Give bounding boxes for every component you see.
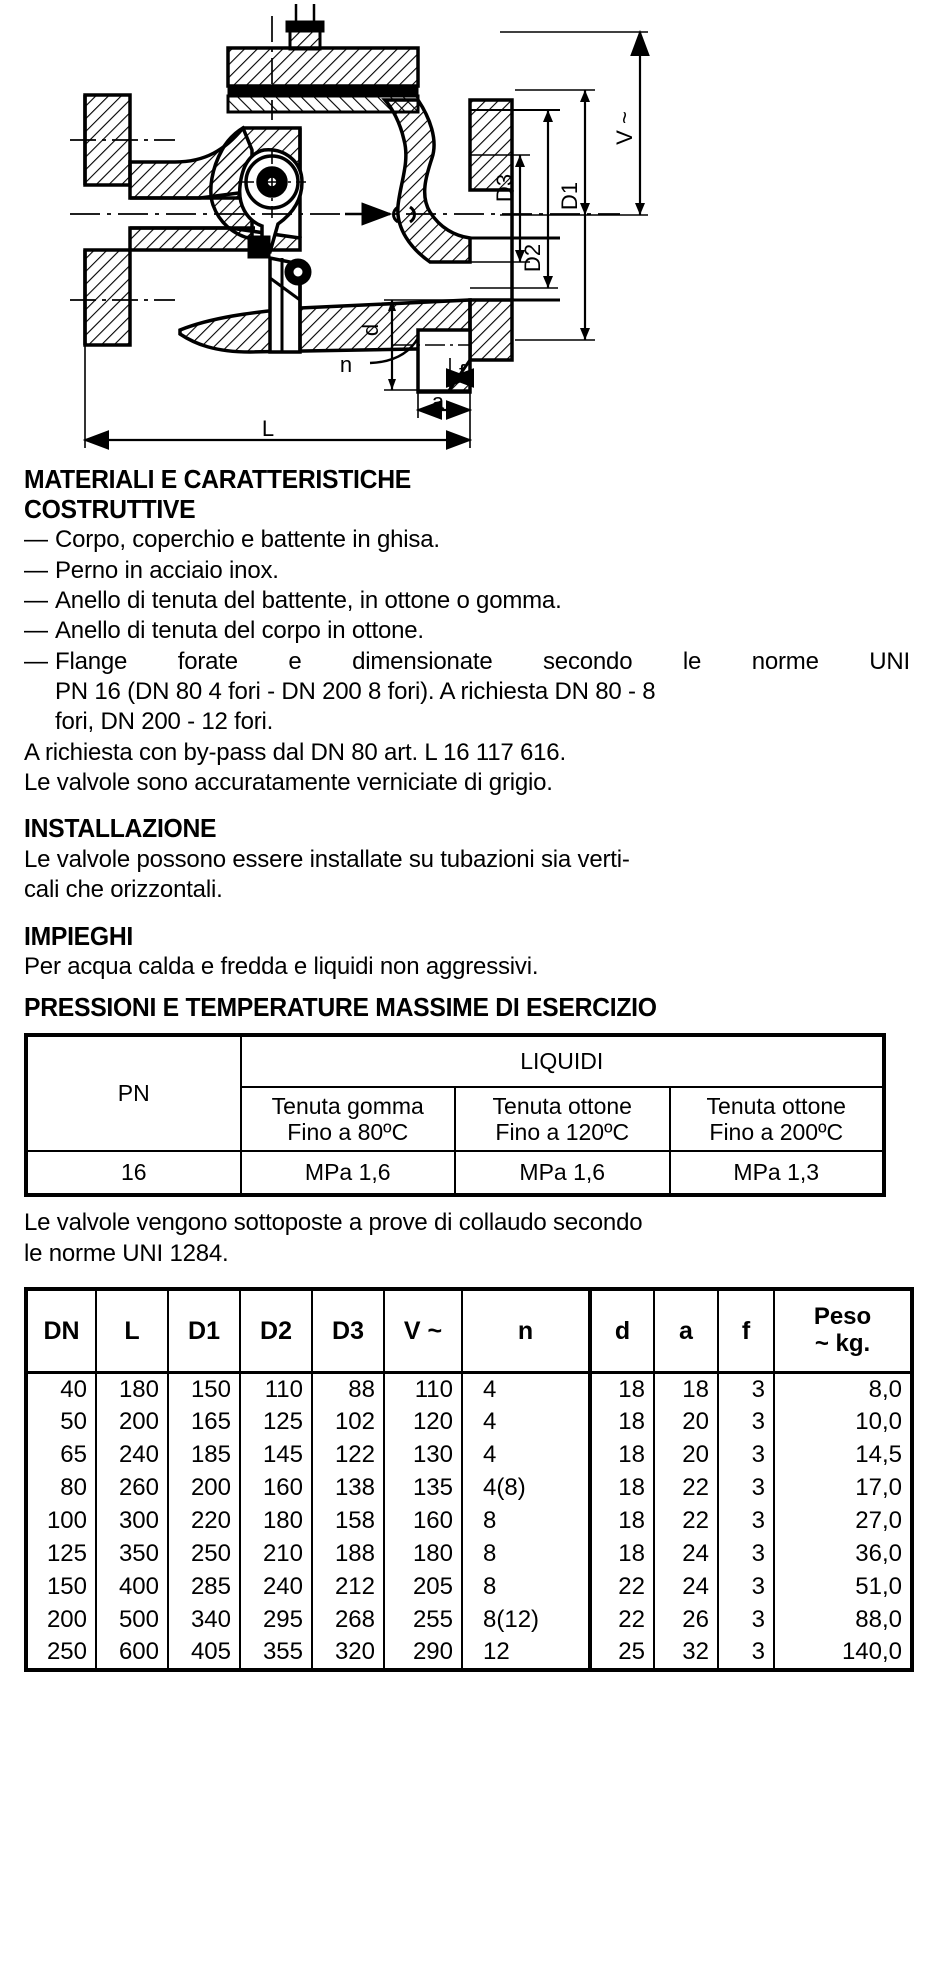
cell-d: 18: [590, 1373, 654, 1406]
cell-l: 180: [96, 1373, 168, 1406]
cell-d2: 125: [240, 1406, 312, 1439]
cell-d3: 138: [312, 1472, 384, 1505]
cell-peso: 88,0: [774, 1604, 912, 1637]
cell-n: 8: [462, 1571, 590, 1604]
cell-n: 4(8): [462, 1472, 590, 1505]
cell-f: 3: [718, 1406, 774, 1439]
column-header-ottone-120: Tenuta ottone Fino a 120ºC: [455, 1087, 670, 1151]
cell-dn: 250: [26, 1637, 96, 1670]
collaudo-line-1: Le valvole vengono sottoposte a prove di collaudo secondo: [24, 1209, 643, 1237]
dim-label-f: f: [458, 360, 466, 385]
materials-heading-line1: MATERIALI E CARATTERISTICHE: [24, 466, 411, 494]
bullet-dash-icon: —: [24, 617, 48, 645]
col-header-v: V ~: [384, 1289, 462, 1373]
cell-d1: 200: [168, 1472, 240, 1505]
cell-d2: 295: [240, 1604, 312, 1637]
col-header-dn: DN: [26, 1289, 96, 1373]
cell-d3: 268: [312, 1604, 384, 1637]
col-header-f: f: [718, 1289, 774, 1373]
cell-a: 32: [654, 1637, 718, 1670]
table-row: [26, 1637, 912, 1670]
col-header-n: n: [462, 1289, 590, 1373]
cell-v: 120: [384, 1406, 462, 1439]
list-item-label: Anello di tenuta del battente, in ottone o gomma.: [55, 586, 562, 614]
dim-label-a: a: [431, 389, 445, 414]
bullet-dash-icon: —: [24, 586, 48, 614]
valve-drawing-figure: [0, 0, 931, 462]
cell-f: 3: [718, 1373, 774, 1406]
liquidi-group-header: LIQUIDI: [241, 1035, 885, 1087]
list-item-label: Perno in acciaio inox.: [55, 556, 279, 584]
col-header-peso: Peso ~ kg.: [774, 1289, 912, 1373]
cell-d1: 285: [168, 1571, 240, 1604]
cell-v: 255: [384, 1604, 462, 1637]
cell-d: 25: [590, 1637, 654, 1670]
dim-label-d: d: [358, 323, 383, 337]
cell-a: 26: [654, 1604, 718, 1637]
dimension-table: [24, 1287, 914, 1672]
table-row: [26, 1373, 912, 1406]
dim-label-n: n: [339, 352, 353, 377]
pressure-value-gomma-80: MPa 1,6: [241, 1151, 456, 1195]
col-header-d: d: [590, 1289, 654, 1373]
cell-peso: 140,0: [774, 1637, 912, 1670]
cell-v: 290: [384, 1637, 462, 1670]
col-header-d3: D3: [312, 1289, 384, 1373]
materials-note-1: A richiesta con by-pass dal DN 80 art. L 16 117 616.: [24, 738, 566, 766]
cell-d1: 165: [168, 1406, 240, 1439]
cell-f: 3: [718, 1439, 774, 1472]
table-row: [26, 1035, 884, 1087]
cell-a: 24: [654, 1571, 718, 1604]
cell-d2: 355: [240, 1637, 312, 1670]
datasheet-content: [24, 466, 910, 1672]
list-item-label-line2: PN 16 (DN 80 4 fori - DN 200 8 fori). A richiesta DN 80 - 8: [55, 677, 656, 705]
table-row: [26, 1538, 912, 1571]
bullet-dash-icon: —: [24, 647, 48, 675]
cell-l: 300: [96, 1505, 168, 1538]
cell-d3: 212: [312, 1571, 384, 1604]
cell-d1: 340: [168, 1604, 240, 1637]
cell-f: 3: [718, 1571, 774, 1604]
cell-d: 22: [590, 1604, 654, 1637]
cell-dn: 80: [26, 1472, 96, 1505]
cell-f: 3: [718, 1538, 774, 1571]
installazione-line-1: Le valvole possono essere installate su tubazioni sia verti-: [24, 845, 630, 873]
bullet-dash-icon: —: [24, 526, 48, 554]
list-item: [24, 647, 910, 738]
cell-a: 18: [654, 1373, 718, 1406]
cell-d: 18: [590, 1505, 654, 1538]
dim-label-v: V ~: [612, 111, 637, 145]
pn-value: 16: [26, 1151, 241, 1195]
column-header-gomma-80: Tenuta gomma Fino a 80ºC: [241, 1087, 456, 1151]
cell-d3: 122: [312, 1439, 384, 1472]
bullet-dash-icon: —: [24, 556, 48, 584]
cell-peso: 51,0: [774, 1571, 912, 1604]
cell-d1: 405: [168, 1637, 240, 1670]
impieghi-line-1: Per acqua calda e fredda e liquidi non aggressivi.: [24, 953, 539, 981]
cell-dn: 150: [26, 1571, 96, 1604]
cell-peso: 8,0: [774, 1373, 912, 1406]
cell-dn: 40: [26, 1373, 96, 1406]
pressure-value-ottone-120: MPa 1,6: [455, 1151, 670, 1195]
cell-dn: 50: [26, 1406, 96, 1439]
cell-a: 24: [654, 1538, 718, 1571]
cell-a: 20: [654, 1406, 718, 1439]
cell-l: 260: [96, 1472, 168, 1505]
cell-d3: 88: [312, 1373, 384, 1406]
cell-f: 3: [718, 1637, 774, 1670]
col-header-a: a: [654, 1289, 718, 1373]
cell-peso: 14,5: [774, 1439, 912, 1472]
cell-n: 8: [462, 1538, 590, 1571]
cell-l: 500: [96, 1604, 168, 1637]
collaudo-line-2: le norme UNI 1284.: [24, 1239, 229, 1267]
cell-l: 350: [96, 1538, 168, 1571]
cell-d3: 320: [312, 1637, 384, 1670]
table-row: [26, 1472, 912, 1505]
materials-heading-line2: COSTRUTTIVE: [24, 495, 196, 524]
dim-label-d3: D3: [492, 173, 517, 203]
cell-d: 22: [590, 1571, 654, 1604]
table-row: [26, 1151, 884, 1195]
cell-n: 8(12): [462, 1604, 590, 1637]
cell-f: 3: [718, 1604, 774, 1637]
table-row: [26, 1406, 912, 1439]
list-item: [24, 616, 910, 646]
cell-v: 135: [384, 1472, 462, 1505]
pn-header-cell: PN: [26, 1035, 241, 1151]
cell-d2: 240: [240, 1571, 312, 1604]
table-row: [26, 1439, 912, 1472]
cell-peso: 27,0: [774, 1505, 912, 1538]
cell-d: 18: [590, 1406, 654, 1439]
column-header-ottone-200: Tenuta ottone Fino a 200ºC: [670, 1087, 885, 1151]
cell-peso: 36,0: [774, 1538, 912, 1571]
cell-peso: 10,0: [774, 1406, 912, 1439]
cell-dn: 100: [26, 1505, 96, 1538]
cell-d2: 180: [240, 1505, 312, 1538]
cell-d1: 250: [168, 1538, 240, 1571]
cell-d3: 188: [312, 1538, 384, 1571]
table-row: [26, 1604, 912, 1637]
cell-v: 160: [384, 1505, 462, 1538]
table-row: [26, 1505, 912, 1538]
list-item-label-line3: fori, DN 200 - 12 fori.: [55, 708, 274, 736]
cell-n: 12: [462, 1637, 590, 1670]
pressioni-heading: PRESSIONI E TEMPERATURE MASSIME DI ESERCIZIO: [24, 993, 657, 1022]
cell-l: 200: [96, 1406, 168, 1439]
cell-a: 22: [654, 1472, 718, 1505]
col-header-d1: D1: [168, 1289, 240, 1373]
list-item: [24, 556, 910, 586]
list-item: [24, 586, 910, 616]
dim-label-l: L: [261, 416, 275, 441]
materials-note-2: Le valvole sono accuratamente verniciate di grigio.: [24, 769, 553, 797]
cell-v: 205: [384, 1571, 462, 1604]
dimension-table-body: [26, 1373, 912, 1670]
cell-d1: 185: [168, 1439, 240, 1472]
list-item-label-line1: Flange forate e dimensionate secondo le norme UNI: [55, 647, 910, 675]
top-plug-detail: [287, 4, 323, 49]
cell-dn: 125: [26, 1538, 96, 1571]
cell-d2: 160: [240, 1472, 312, 1505]
list-item: [24, 525, 910, 555]
installazione-heading: INSTALLAZIONE: [24, 815, 217, 844]
table-header-row: [26, 1289, 912, 1373]
cell-n: 4: [462, 1373, 590, 1406]
cell-v: 110: [384, 1373, 462, 1406]
cell-v: 130: [384, 1439, 462, 1472]
cell-n: 4: [462, 1406, 590, 1439]
cell-a: 20: [654, 1439, 718, 1472]
list-item-label: Corpo, coperchio e battente in ghisa.: [55, 526, 440, 554]
pressure-value-ottone-200: MPa 1,3: [670, 1151, 885, 1195]
cell-dn: 200: [26, 1604, 96, 1637]
installazione-line-2: cali che orizzontali.: [24, 876, 223, 904]
cell-peso: 17,0: [774, 1472, 912, 1505]
impieghi-heading: IMPIEGHI: [24, 922, 134, 951]
valve-body-section: [70, 4, 620, 392]
cell-dn: 65: [26, 1439, 96, 1472]
cell-l: 240: [96, 1439, 168, 1472]
cell-f: 3: [718, 1505, 774, 1538]
cell-d2: 145: [240, 1439, 312, 1472]
list-item-label: Anello di tenuta del corpo in ottone.: [55, 617, 424, 645]
cell-d3: 102: [312, 1406, 384, 1439]
cell-d2: 210: [240, 1538, 312, 1571]
dim-label-d1: D1: [557, 181, 582, 211]
col-header-l: L: [96, 1289, 168, 1373]
cell-f: 3: [718, 1472, 774, 1505]
col-header-d2: D2: [240, 1289, 312, 1373]
pressure-temperature-table: [24, 1033, 886, 1197]
cell-n: 8: [462, 1505, 590, 1538]
cell-l: 600: [96, 1637, 168, 1670]
cell-d: 18: [590, 1439, 654, 1472]
dim-label-d2: D2: [520, 243, 545, 273]
cell-d1: 220: [168, 1505, 240, 1538]
materials-bullet-list: [24, 525, 910, 738]
cell-d3: 158: [312, 1505, 384, 1538]
cell-a: 22: [654, 1505, 718, 1538]
table-row: [26, 1571, 912, 1604]
cell-d: 18: [590, 1538, 654, 1571]
cell-d1: 150: [168, 1373, 240, 1406]
cell-v: 180: [384, 1538, 462, 1571]
cell-n: 4: [462, 1439, 590, 1472]
cell-d2: 110: [240, 1373, 312, 1406]
cell-d: 18: [590, 1472, 654, 1505]
cell-l: 400: [96, 1571, 168, 1604]
